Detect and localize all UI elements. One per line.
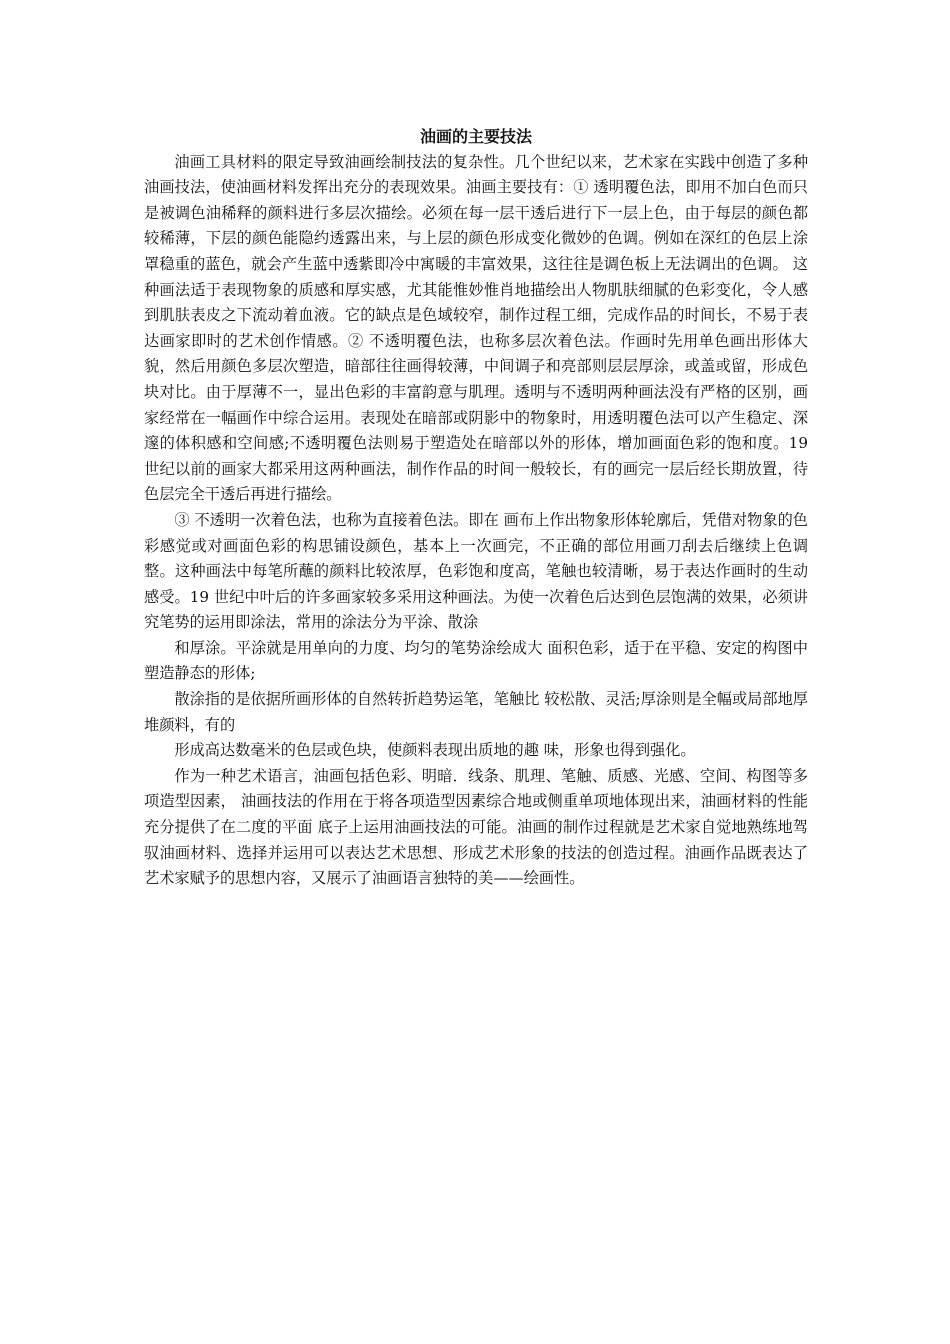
paragraph-3: 和厚涂。平涂就是用单向的力度、均匀的笔势涂绘成大 面积色彩，适于在平稳、安定的构图中塑造静态的形体; [144,638,808,683]
document-body [144,124,808,892]
paragraph-4: 散涂指的是依据所画形体的自然转折趋势运笔，笔触比 较松散、灵活;厚涂则是全幅或局部地厚堆颜料，有的 [144,690,808,734]
paragraph-6: 作为一种艺术语言，油画包括色彩、明暗．线条、肌理、笔触、质感、光感、空间、构图等多项造型因素， 油画技法的作用在于将各项造型因素综合地或侧重单项地体现出来，油画材料的性能充分提供了在二度的平面 底子上运用油画技法的可能。油画的制作过程就是艺术家自觉地熟练地驾驭油画材料、选择并运用可以表达艺术思想、形成艺术形象的技法的创造过程。油画作品既表达了艺术家赋予的思想内容，又展示了油画语言独特的美——绘画性。 [144,766,808,888]
paragraph-2: ③ 不透明一次着色法，也称为直接着色法。即在 画布上作出物象形体轮廓后，凭借对物象的色彩感觉或对画面色彩的构思铺设颜色，基本上一次画完，不正确的部位用画刀刮去后继续上色调整。这种画法中每笔所蘸的颜料比较浓厚，色彩饱和度高，笔触也较清晰，易于表达作画时的生动感受。19 世纪中叶后的许多画家较多采用这种画法。为使一次着色后达到色层饱满的效果，必须讲究笔势的运用即涂法，常用的涂法分为平涂、散涂 [144,510,808,632]
paragraph-1: 油画工具材料的限定导致油画绘制技法的复杂性。几个世纪以来，艺术家在实践中创造了多种油画技法，使油画材料发挥出充分的表现效果。油画主要技有：① 透明覆色法，即用不加白色而只是被调色油稀释的颜料进行多层次描绘。必须在每一层干透后进行下一层上色，由于每层的颜色都较稀薄，下层的颜色能隐约透露出来，与上层的颜色形成变化微妙的色调。例如在深红的色层上涂罩稳重的蓝色，就会产生蓝中透紫即冷中寓暖的丰富效果，这往往是调色板上无法调出的色调。 这种画法适于表现物象的质感和厚实感，尤其能惟妙惟肖地描绘出人物肌肤细腻的色彩变化，令人感到肌肤表皮之下流动着血液。它的缺点是色域较窄，制作过程工细，完成作品的时间长，不易于表达画家即时的艺术创作情感。② 不透明覆色法，也称多层次着色法。作画时先用单色画出形体大貌，然后用颜色多层次塑造，暗部往往画得较薄，中间调子和亮部则层层厚涂，或盖或留，形成色块对比。由于厚薄不一，显出色彩的丰富韵意与肌理。透明与不透明两种画法没有严格的区别，画家经常在一幅画作中综合运用。表现处在暗部或阴影中的物象时，用透明覆色法可以产生稳定、深邃的体积感和空间感;不透明覆色法则易于塑造处在暗部以外的形体，增加画面色彩的饱和度。19 世纪以前的画家大都采用这两种画法，制作作品的时间一般较长，有的画完一层后经长期放置，待色层完全干透后再进行描绘。 [144,152,808,504]
document-title: 油画的主要技法 [419,127,532,146]
paragraph-5: 形成高达数毫米的色层或色块，使颜料表现出质地的趣 味，形象也得到强化。 [174,741,696,760]
